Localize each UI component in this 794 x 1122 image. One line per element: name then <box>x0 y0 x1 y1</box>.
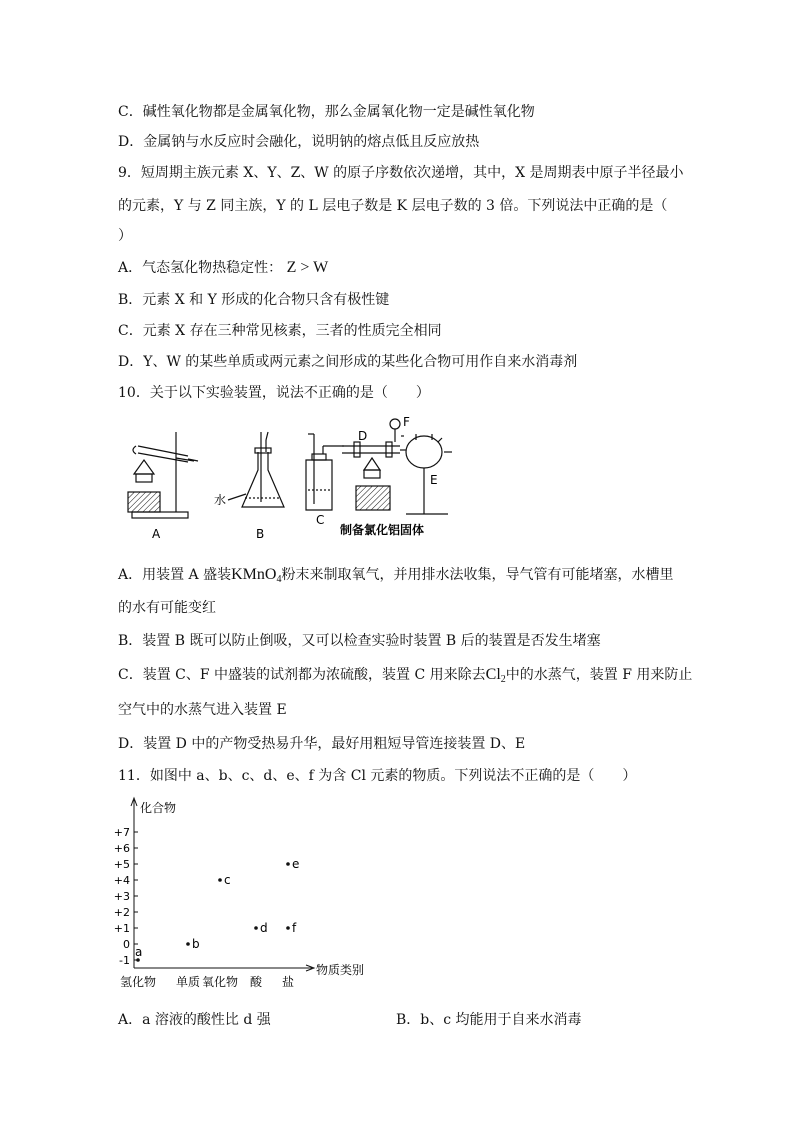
figure-caption: 制备氯化铝固体 <box>340 523 425 537</box>
q10-stem: 10．关于以下实验装置，说法不正确的是（ ） <box>118 385 430 401</box>
x-category-label: 酸 <box>249 975 263 989</box>
y-tick-label: +1 <box>113 922 130 935</box>
y-tick-label: +7 <box>113 826 130 839</box>
cl2-main: Cl <box>485 666 501 683</box>
x-axis-label: 物质类别 <box>316 963 365 977</box>
label-water: 水 <box>214 493 227 507</box>
label-d: D <box>358 429 368 443</box>
q10-option-b: B．装置 B 既可以防止倒吸，又可以检查实验时装置 B 后的装置是否发生堵塞 <box>118 633 601 649</box>
q11-option-b: B．b、c 均能用于自来水消毒 <box>396 1012 582 1028</box>
q10-formula-kmno4 <box>231 566 281 583</box>
q9-option-a-text: A．气态氢化物热稳定性： <box>118 260 283 276</box>
apparatus-c <box>306 434 344 510</box>
q8-option-c: C．碱性氧化物都是金属氧化物，那么金属氧化物一定是碱性氧化物 <box>118 104 535 120</box>
kmno4-sub: 4 <box>276 574 282 585</box>
y-tick-label: -1 <box>119 954 130 967</box>
apparatus-d <box>342 442 400 510</box>
data-point-e <box>286 862 290 866</box>
data-label-d: d <box>260 921 268 935</box>
data-point-c <box>218 878 222 882</box>
apparatus-figure <box>118 412 458 548</box>
cl2-sub: 2 <box>500 674 506 685</box>
apparatus-e <box>400 434 452 514</box>
x-category-label: 单质 <box>175 975 201 989</box>
label-f: F <box>403 415 410 429</box>
apparatus-b <box>228 432 284 507</box>
q10-option-d: D．装置 D 中的产物受热易升华，最好用粗短导管连接装置 D、E <box>118 736 526 752</box>
q10-option-a-line1 <box>118 565 673 590</box>
q8-option-d: D．金属钠与水反应时会融化，说明钠的熔点低且反应放热 <box>118 134 480 150</box>
valence-chart <box>112 792 392 992</box>
y-tick-label: +2 <box>113 906 130 919</box>
y-tick-label: +4 <box>113 874 130 887</box>
data-point-d <box>254 926 258 930</box>
q9-stem-line2: 的元素，Y 与 Z 同主族，Y 的 L 层电子数是 K 层电子数的 3 倍。下列说法中正确的是（ <box>118 198 668 214</box>
apparatus-f <box>390 419 404 442</box>
q10-formula-cl2 <box>486 666 506 683</box>
q10-option-c-pre: C．装置 C、F 中盛装的试剂都为浓硫酸，装置 C 用来除去 <box>118 667 486 683</box>
q9-option-a-math: Z > W <box>286 259 329 276</box>
data-point-f <box>286 926 290 930</box>
q9-option-b: B．元素 X 和 Y 形成的化合物只含有极性键 <box>118 292 390 308</box>
apparatus-a <box>128 432 198 518</box>
data-point-b <box>186 942 190 946</box>
x-category-label: 盐 <box>281 975 295 989</box>
q11-stem: 11．如图中 a、b、c、d、e、f 为含 Cl 元素的物质。下列说法不正确的是（ ） <box>118 768 637 784</box>
data-label-e: e <box>292 857 300 871</box>
y-tick-label: +6 <box>113 842 130 855</box>
data-label-f: f <box>292 921 297 935</box>
label-a: A <box>152 527 161 541</box>
label-c: C <box>316 513 325 527</box>
y-tick-label: +5 <box>113 858 130 871</box>
label-b: B <box>256 527 265 541</box>
q10-option-a-line2: 的水有可能变红 <box>118 600 216 616</box>
q11-option-a: A．a 溶液的酸性比 d 强 <box>118 1012 271 1028</box>
q10-option-c-post: 中的水蒸气，装置 F 用来防止 <box>505 667 693 683</box>
data-label-a: a <box>135 945 143 959</box>
label-e: E <box>430 473 438 487</box>
q10-option-c-line1 <box>118 665 692 690</box>
q9-option-d: D．Y、W 的某些单质或两元素之间形成的某些化合物可用作自来水消毒剂 <box>118 354 578 370</box>
data-label-c: c <box>224 873 231 887</box>
y-tick-label: +3 <box>113 890 130 903</box>
kmno4-main: KMnO <box>231 566 277 583</box>
data-label-b: b <box>192 937 200 951</box>
q9-option-c: C．元素 X 存在三种常见核素，三者的性质完全相同 <box>118 323 442 339</box>
q9-stem-line1: 9．短周期主族元素 X、Y、Z、W 的原子序数依次递增，其中，X 是周期表中原子半径最小 <box>118 165 684 181</box>
y-axis-label: 化合物 <box>140 801 177 815</box>
q9-option-a <box>118 258 328 278</box>
q10-option-a-pre: A．用装置 A 盛装 <box>118 567 232 583</box>
q10-option-c-line2: 空气中的水蒸气进入装置 E <box>118 702 287 718</box>
x-category-label: 氢化物 <box>119 975 157 989</box>
q10-option-a-post: 粉末来制取氧气，并用排水法收集，导气管有可能堵塞，水槽里 <box>281 567 674 583</box>
x-category-label: 氧化物 <box>201 975 239 989</box>
y-tick-label: 0 <box>123 938 130 951</box>
q9-stem-line3: ） <box>118 228 132 244</box>
